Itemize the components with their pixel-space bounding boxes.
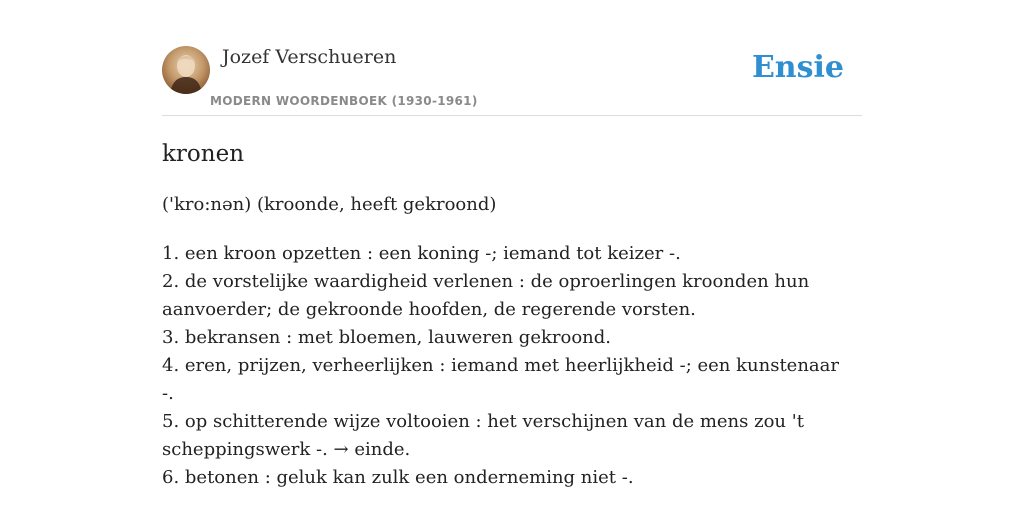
pronunciation: ('kro:nən) (kroonde, heeft gekroond) (162, 194, 497, 215)
definition-item: 2. de vorstelijke waardigheid verlenen : de oproerlingen kroonden hun aanvoerder; de gekroonde hoofden, de regerende vorsten. (162, 271, 810, 320)
portrait-photo-icon (162, 46, 210, 94)
definition-item: 4. eren, prijzen, verheerlijken : iemand met heerlijkheid -; een kunstenaar -. (162, 355, 839, 404)
author-name[interactable]: Jozef Verschueren (222, 46, 397, 68)
source-label[interactable]: MODERN WOORDENBOEK (1930-1961) (210, 94, 478, 108)
header-divider (162, 115, 862, 116)
definition-item: 5. op schitterende wijze voltooien : het verschijnen van de mens zou 't scheppingswerk -. → einde. (162, 411, 804, 460)
definition-item: 6. betonen : geluk kan zulk een onderneming niet -. (162, 467, 634, 488)
definition-item: 1. een kroon opzetten : een koning -; iemand tot keizer -. (162, 243, 681, 264)
definition-list (162, 240, 852, 492)
ensie-logo[interactable]: Ensie (751, 50, 844, 85)
author-avatar[interactable] (162, 46, 210, 94)
headword-title: kronen (162, 141, 245, 167)
definition-item: 3. bekransen : met bloemen, lauweren gekroond. (162, 327, 612, 348)
